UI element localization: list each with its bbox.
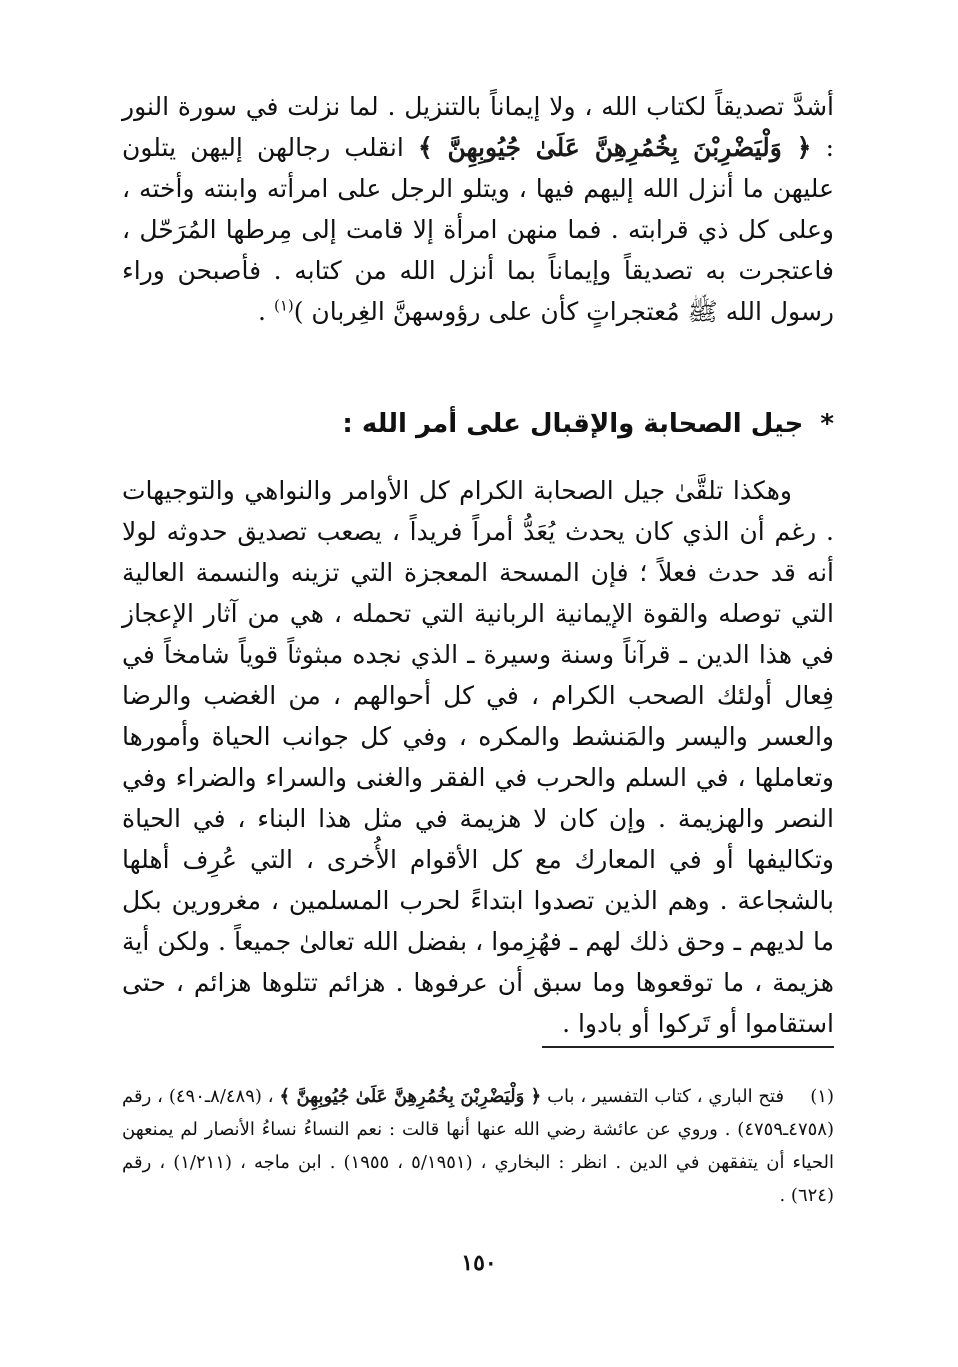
footnote [122,1080,834,1212]
main-paragraph-text: وهكذا تلقَّىٰ جيل الصحابة الكرام كل الأوامر والنواهي والتوجيهات . رغم أن الذي كان يحدث يُعَدُّ أمراً فريداً ، يصعب تصديق حدوثه لولا أنه قد حدث فعلاً ؛ فإن المسحة المعجزة التي تزينه والنسمة العالية التي توصله والقوة الإيمانية الربانية التي تحمله ، هي من آثار الإعجاز في هذا الدين ـ قرآناً وسنة وسيرة ـ الذي نجده مبثوثاً قوياً شامخاً في فِعال أولئك الصحب الكرام ، في كل أحوالهم ، من الغضب والرضا والعسر واليسر والمَنشط والمكره ، وفي كل جوانب الحياة وأمورها وتعاملها ، في السلم والحرب في الفقر والغنى والسراء والضراء وفي النصر والهزيمة . وإن كان لا هزيمة في مثل هذا البناء ، في الحياة وتكاليفها أو في المعارك مع كل الأقوام الأُخرى ، التي عُرِف أهلها بالشجاعة . وهم الذين تصدوا ابتداءً لحرب المسلمين ، مغرورين بكل ما لديهم ـ وحق ذلك لهم ـ فهُزِموا ، بفضل الله تعالىٰ جميعاً . ولكن أية هزيمة ، ما توقعوها وما سبق أن عرفوها . هزائم تتلوها هزائم ، حتى استقاموا أو تَركوا أو بادوا . [122,476,835,1038]
footnote-quran-verse: ﴿ وَلْيَضْرِبْنَ بِخُمُرِهِنَّ عَلَىٰ جُيُوبِهِنَّ ﴾ [279,1086,542,1107]
page-number: ١٥٠ [461,1250,497,1276]
footnote-divider [542,1046,834,1048]
section-heading [122,404,834,444]
main-paragraph [122,470,834,1044]
section-heading-title: جيل الصحابة والإقبال على أمر الله : [342,409,804,439]
top-paragraph [122,86,834,332]
asterisk-icon: * [820,409,834,439]
footnote-reference-marker[interactable]: (١) [273,296,294,315]
footnote-number: (١) [810,1086,834,1107]
quran-verse: ﴿ وَلْيَضْرِبْنَ بِخُمُرِهِنَّ عَلَىٰ جُيُوبِهِنَّ ﴾ [417,133,812,162]
top-paragraph-text-after-verse: انقلب رجالهن إليهن يتلون عليهن ما أنزل الله إليهم فيها ، ويتلو الرجل على امرأته وابنته وأخته ، وعلى كل ذي قرابته . فما منهن امرأة إلا قامت إلى مِرطها المُرَحّل ، فاعتجرت به تصديقاً وإيماناً بما أنزل الله من كتابه . فأصبحن وراء رسول الله ﷺ مُعتجراتٍ كأن على رؤوسهنَّ الغِربان ) [122,133,835,326]
footnote-text-after-verse: ، (٨/٤٨٩ـ٤٩٠) ، رقم (٤٧٥٨ـ٤٧٥٩) . وروي عن عائشة رضي الله عنها أنها قالت : نعم النساءُ نساءُ الأنصار لم يمنعهن الحياء أن يتفقهن في الدين . انظر : البخاري ، (٥/١٩٥١ ، ١٩٥٥) . ابن ماجه ، (١/٢١١) ، رقم (٦٢٤) . [122,1086,834,1206]
top-paragraph-text-before-verse: أشدَّ تصديقاً لكتاب الله ، ولا إيماناً بالتنزيل . لما نزلت في سورة النور : [122,92,834,162]
footnote-text-before-verse: فتح الباري ، كتاب التفسير ، باب [547,1086,785,1107]
top-paragraph-ending: . [258,297,274,326]
